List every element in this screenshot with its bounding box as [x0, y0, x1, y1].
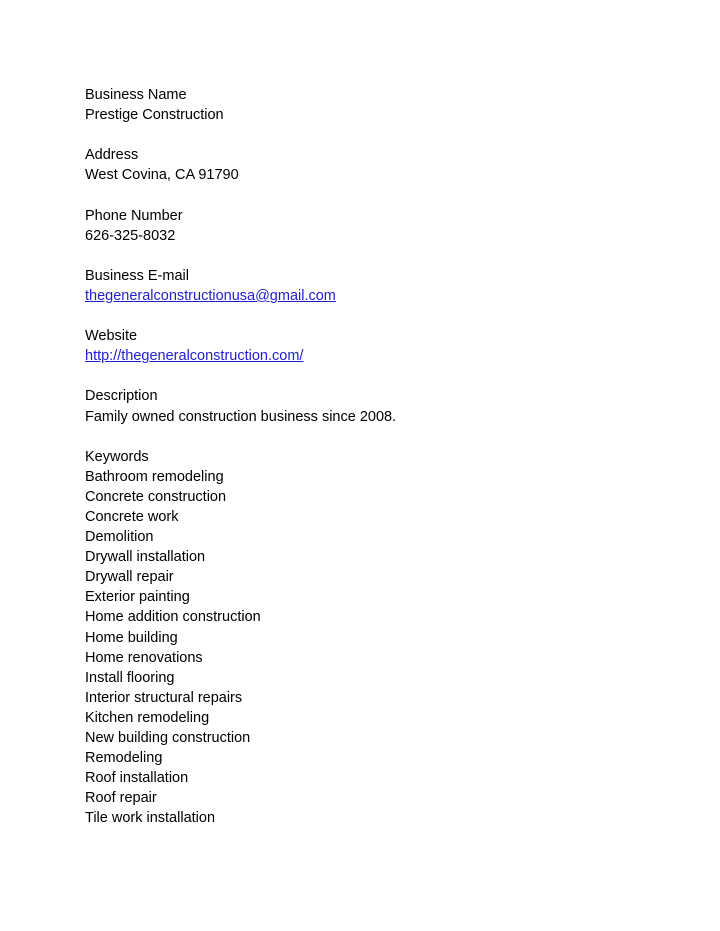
keyword-item: Roof repair [85, 790, 157, 807]
website-link[interactable]: http://thegeneralconstruction.com/ [85, 348, 304, 365]
email-label: Business E-mail [85, 267, 189, 284]
keyword-item: Concrete construction [85, 488, 227, 505]
keyword-item: Exterior painting [85, 589, 190, 606]
spacer [85, 427, 685, 447]
description-value: Family owned construction business since 2008. [85, 408, 397, 425]
address-value: West Covina, CA 91790 [85, 167, 239, 184]
keyword-item: New building construction [85, 730, 251, 746]
keyword-item: Remodeling [85, 750, 163, 767]
keywords-list [85, 467, 685, 829]
document-body [85, 85, 685, 828]
keyword-item: Concrete work [85, 508, 179, 525]
keyword-item: Tile work installation [85, 810, 216, 827]
keyword-item: Home building [85, 629, 178, 646]
description-label: Description [85, 388, 158, 405]
keywords-label: Keywords [85, 448, 149, 465]
business-name-value: Prestige Construction [85, 107, 224, 124]
phone-label: Phone Number [85, 207, 183, 224]
keyword-item: Bathroom remodeling [85, 468, 224, 485]
keyword-item: Home renovations [85, 649, 203, 666]
keyword-item: Roof installation [85, 770, 189, 787]
keyword-item: Install flooring [85, 669, 175, 686]
keyword-item: Kitchen remodeling [85, 709, 210, 726]
website-row [85, 346, 685, 366]
keyword-item: Demolition [85, 529, 154, 546]
spacer [85, 185, 685, 205]
spacer [85, 246, 685, 266]
keyword-item: Interior structural repairs [85, 689, 243, 706]
phone-value: 626-325-8032 [85, 227, 176, 244]
website-label: Website [85, 328, 138, 345]
keyword-item: Home addition construction [85, 609, 261, 626]
spacer [85, 306, 685, 326]
spacer [85, 366, 685, 386]
business-name-label: Business Name [85, 87, 187, 103]
address-label: Address [85, 147, 139, 164]
email-row [85, 286, 685, 306]
keyword-item: Drywall repair [85, 569, 174, 586]
keyword-item: Drywall installation [85, 549, 206, 566]
spacer [85, 125, 685, 145]
email-link[interactable]: thegeneralconstructionusa@gmail.com [85, 287, 336, 304]
